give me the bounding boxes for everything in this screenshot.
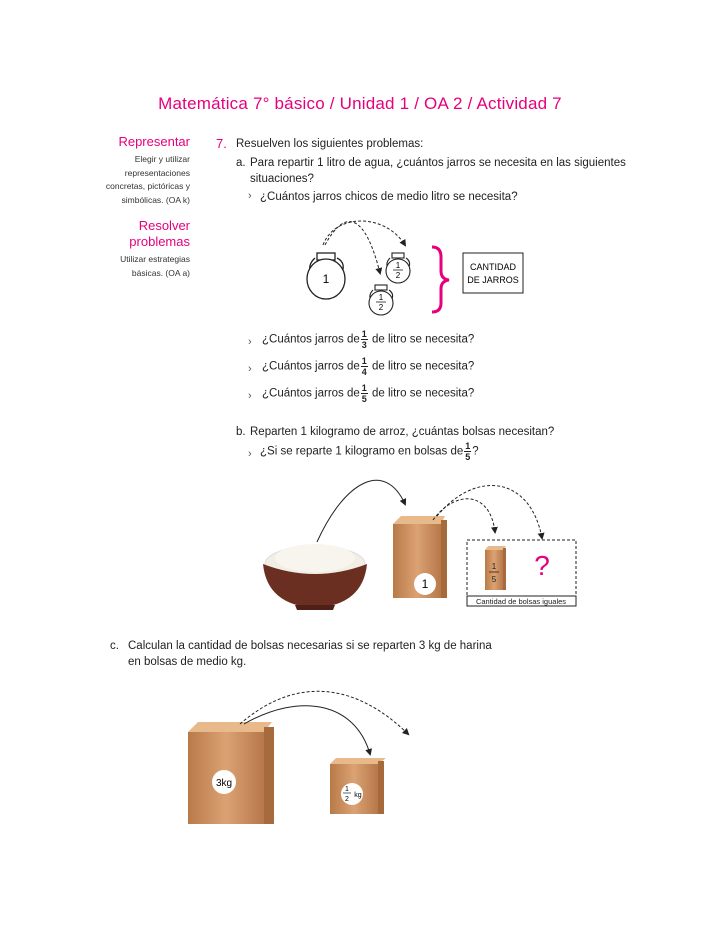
fraction-one-fourth (361, 356, 368, 377)
fraction-numerator: 1 (465, 441, 471, 451)
fraction-numerator: 1 (491, 562, 497, 571)
item-b-text: Reparten 1 kilogramo de arroz, ¿cuántas bolsas necesitan? (250, 426, 555, 438)
chevron-right-icon: › (248, 448, 252, 460)
fraction-one-fifth (464, 441, 471, 462)
sidebar-heading-representar: Representar (118, 134, 190, 149)
jar-count-box-line: CANTIDAD (469, 262, 517, 272)
big-jar-icon (307, 253, 345, 299)
sidebar-heading-line: problemas (129, 234, 190, 249)
fraction-denominator: 5 (361, 394, 367, 404)
chevron-right-icon: › (248, 363, 252, 375)
big-bag-label: 3kg (215, 778, 233, 789)
sidebar-line: Utilizar estrategias (120, 254, 190, 264)
arrow-dashed (323, 221, 405, 245)
small-jar-icon (369, 285, 393, 315)
bag-label: 1 (421, 577, 429, 591)
item-a-text (250, 155, 670, 187)
fraction-numerator: 1 (395, 261, 401, 270)
fraction-numerator: 1 (378, 293, 384, 302)
item-a-question-2 (262, 329, 474, 350)
item-b-question (260, 441, 479, 462)
jar-count-box-line: DE JARROS (467, 275, 519, 285)
item-c-label: c. (110, 640, 119, 652)
sidebar-line: Elegir y utilizar (134, 154, 190, 164)
sidebar-line: básicas. (OA a) (131, 267, 190, 278)
fraction-numerator: 1 (361, 383, 367, 393)
question-suffix: ? (472, 445, 479, 458)
large-paper-bag-icon (188, 722, 274, 824)
fraction-one-third (361, 329, 368, 350)
item-c-line: en bolsas de medio kg. (128, 656, 247, 668)
fraction-numerator: 1 (361, 329, 367, 339)
item-a-question-3 (262, 356, 474, 377)
fraction-denominator: 2 (345, 796, 349, 803)
rice-bowl-icon (263, 544, 367, 610)
small-jar-icon (386, 253, 410, 283)
sidebar-heading-line: Resolver (138, 218, 190, 233)
sidebar-text-resolver (100, 253, 190, 280)
question-prefix: ¿Cuántos jarros de (262, 360, 360, 373)
item-a-question-1: ¿Cuántos jarros chicos de medio litro se necesita? (260, 191, 518, 203)
arrow-dashed (437, 485, 542, 538)
fraction-numerator: 1 (361, 356, 367, 366)
small-paper-bag-icon (485, 546, 506, 590)
item-b-label: b. (236, 426, 246, 438)
item-a-line: situaciones? (250, 173, 314, 185)
small-paper-bag-icon (330, 758, 386, 814)
item-c-text (128, 638, 568, 670)
question-prefix: ¿Si se reparte 1 kilogramo en bolsas de (260, 445, 464, 458)
item-a-line: Para repartir 1 litro de agua, ¿cuántos jarros se necesita en las siguientes (250, 157, 626, 169)
chevron-right-icon: › (248, 190, 252, 202)
chevron-right-icon: › (248, 336, 252, 348)
item-a-question-4 (262, 383, 474, 404)
page-title: Matemática 7° básico / Unidad 1 / OA 2 / Actividad 7 (158, 94, 562, 113)
question-suffix: de litro se necesita? (372, 387, 475, 400)
unit-label: kg (354, 792, 362, 799)
fraction-denominator: 2 (395, 271, 401, 280)
sidebar-heading-resolver (129, 218, 190, 250)
fraction-denominator: 5 (465, 452, 471, 462)
rice-figure (255, 460, 585, 620)
caption-text: Cantidad de bolsas iguales (475, 597, 567, 606)
question-suffix: de litro se necesita? (372, 333, 475, 346)
sidebar-line: representaciones (124, 167, 190, 178)
sidebar-line: simbólicas. (OA k) (121, 194, 190, 205)
item-a-label: a. (236, 157, 246, 169)
jar-count-box (463, 253, 523, 293)
fraction-denominator: 2 (378, 303, 384, 312)
sidebar-text-representar (100, 153, 190, 207)
fraction-one-fifth (361, 383, 368, 404)
item-c-line: Calculan la cantidad de bolsas necesarias si se reparten 3 kg de harina (128, 640, 492, 652)
arrow-solid (317, 480, 405, 542)
flour-figure (180, 672, 430, 832)
question-prefix: ¿Cuántos jarros de (262, 387, 360, 400)
fraction-denominator: 5 (491, 575, 497, 584)
problem-number: 7. (216, 136, 227, 151)
sidebar-line: concretas, pictóricas y (105, 181, 190, 191)
fraction-denominator: 4 (361, 367, 367, 377)
problem-intro: Resuelven los siguientes problemas: (236, 138, 424, 150)
paper-bag-icon (393, 516, 447, 598)
brace-icon (432, 247, 449, 312)
jars-figure (295, 213, 535, 323)
bags-dashed-box (467, 540, 576, 596)
fraction-numerator: 1 (345, 786, 349, 793)
question-suffix: de litro se necesita? (372, 360, 475, 373)
question-prefix: ¿Cuántos jarros de (262, 333, 360, 346)
big-jar-label: 1 (322, 272, 330, 286)
question-mark: ? (534, 550, 550, 581)
fraction-denominator: 3 (361, 340, 367, 350)
chevron-right-icon: › (248, 390, 252, 402)
